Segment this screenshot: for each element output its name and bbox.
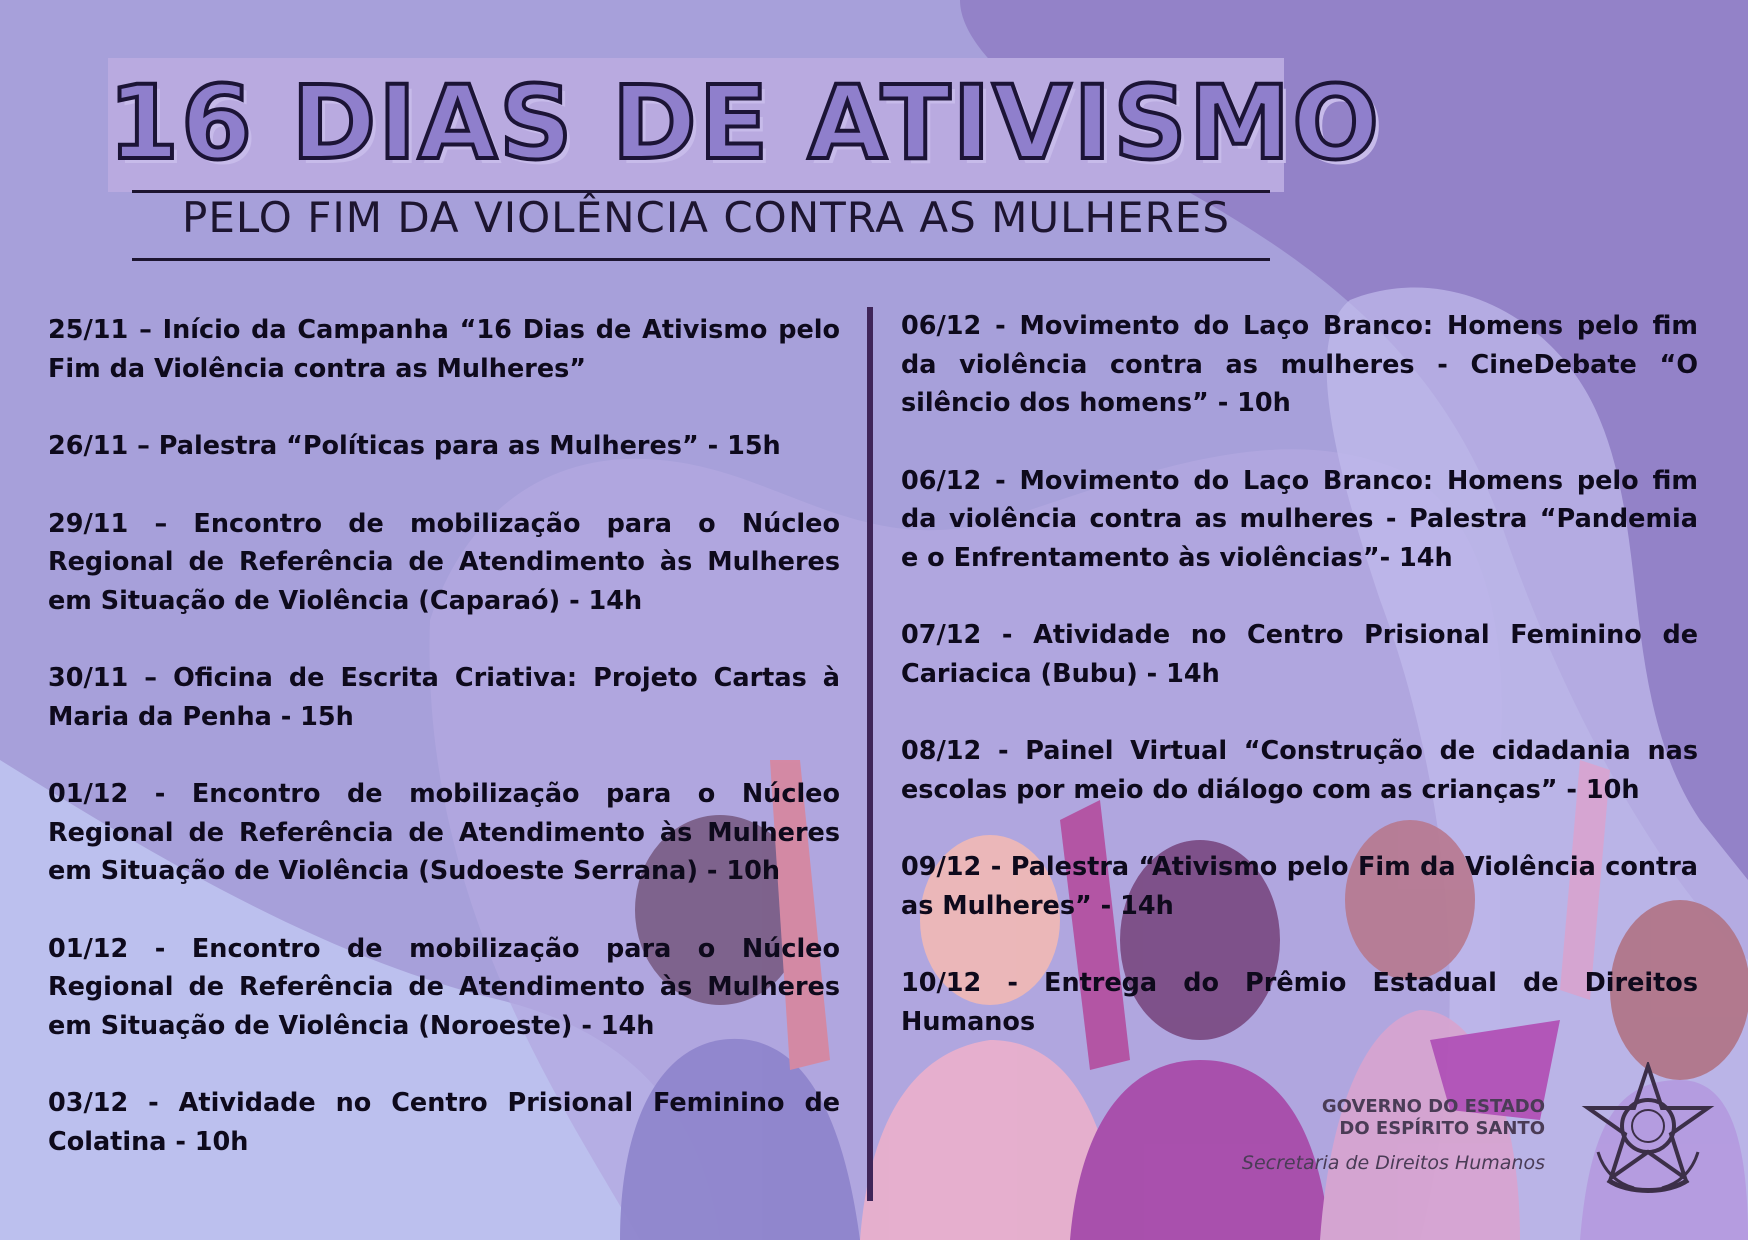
page-title: 16 DIAS DE ATIVISMO: [108, 64, 1381, 183]
schedule-item: 30/11 – Oficina de Escrita Criativa: Projeto Cartas à Maria da Penha - 15h: [48, 663, 840, 732]
schedule-right-column: [901, 307, 1698, 1080]
gov-line-1: GOVERNO DO ESTADO: [1321, 1096, 1545, 1117]
schedule-item: 06/12 - Movimento do Laço Branco: Homens pelo fim da violência contra as mulheres - Palestra “Pandemia e o Enfrentamento às violências”- 14h: [901, 465, 1698, 573]
secretaria-name: Secretaria de Direitos Humanos: [1241, 1152, 1545, 1174]
schedule-item: 10/12 - Entrega do Prêmio Estadual de Direitos Humanos: [901, 968, 1698, 1037]
column-divider: [867, 307, 873, 1201]
schedule-item: 01/12 - Encontro de mobilização para o Núcleo Regional de Referência de Atendimento às Mulheres em Situação de Violência (Noroeste) - 14h: [48, 933, 840, 1041]
schedule-item: 03/12 - Atividade no Centro Prisional Feminino de Colatina - 10h: [48, 1088, 840, 1157]
schedule-item: 25/11 – Início da Campanha “16 Dias de Ativismo pelo Fim da Violência contra as Mulheres”: [48, 315, 840, 384]
state-coat-of-arms-icon: [1578, 1062, 1718, 1202]
government-signature: [1205, 1096, 1545, 1174]
title-rule-bottom: [132, 258, 1270, 261]
schedule-item: 26/11 – Palestra “Políticas para as Mulheres” - 15h: [48, 431, 781, 461]
schedule-item: 01/12 - Encontro de mobilização para o Núcleo Regional de Referência de Atendimento às Mulheres em Situação de Violência (Sudoeste Serrana) - 10h: [48, 779, 840, 886]
schedule-item: 08/12 - Painel Virtual “Construção de cidadania nas escolas por meio do diálogo com as crianças” - 10h: [901, 736, 1698, 805]
schedule-item: 06/12 - Movimento do Laço Branco: Homens pelo fim da violência contra as mulheres - CineDebate “O silêncio dos homens” - 10h: [901, 311, 1698, 418]
schedule-item: 09/12 - Palestra “Ativismo pelo Fim da Violência contra as Mulheres” - 14h: [901, 852, 1698, 921]
gov-line-2: DO ESPÍRITO SANTO: [1339, 1118, 1545, 1139]
schedule-item: 07/12 - Atividade no Centro Prisional Feminino de Cariacica (Bubu) - 14h: [901, 620, 1698, 689]
schedule-item: 29/11 – Encontro de mobilização para o Núcleo Regional de Referência de Atendimento às Mulheres em Situação de Violência (Caparaó) - 14h: [48, 508, 840, 616]
schedule-left-column: [48, 311, 840, 1200]
page-subtitle: PELO FIM DA VIOLÊNCIA CONTRA AS MULHERES: [182, 193, 1230, 242]
